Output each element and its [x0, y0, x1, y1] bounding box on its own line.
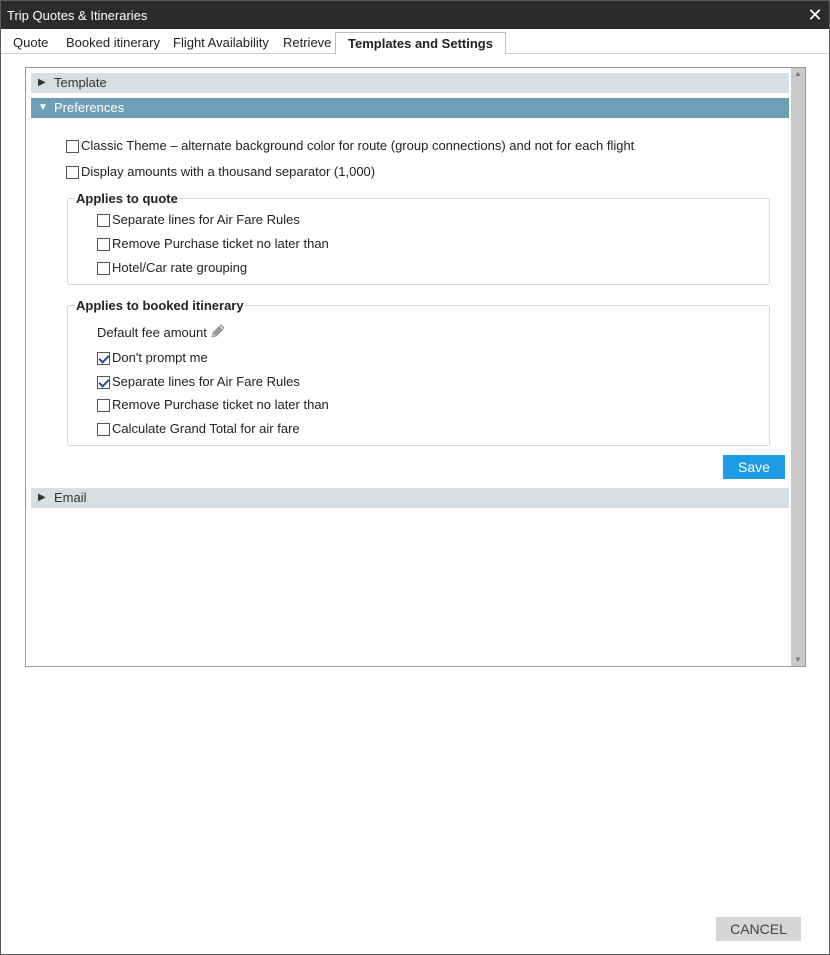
hotel-car-grouping-label: Hotel/Car rate grouping [112, 260, 248, 275]
cancel-button[interactable]: CANCEL [716, 917, 801, 941]
section-email-label: Email [54, 490, 87, 505]
booked-separate-lines-checkbox[interactable] [97, 376, 110, 389]
tab-quote[interactable]: Quote [13, 35, 49, 50]
section-template-header[interactable] [31, 73, 789, 93]
section-template-label: Template [54, 75, 107, 90]
triangle-down-icon: ▼ [38, 102, 48, 113]
save-button[interactable]: Save [723, 455, 785, 479]
classic-theme-checkbox[interactable] [66, 140, 79, 153]
quote-separate-lines-checkbox[interactable] [97, 214, 110, 227]
grand-total-label: Calculate Grand Total for air fare [112, 421, 300, 436]
classic-theme-label: Classic Theme – alternate background color for route (group connections) and not for each flight [81, 138, 635, 153]
hotel-car-grouping-checkbox[interactable] [97, 262, 110, 275]
vertical-scrollbar[interactable] [791, 68, 805, 666]
booked-remove-purchase-checkbox[interactable] [97, 399, 110, 412]
pencil-icon[interactable] [208, 321, 228, 341]
title-bar [1, 1, 829, 29]
scroll-down-icon[interactable]: ▼ [794, 655, 802, 664]
close-icon[interactable]: ✕ [807, 5, 823, 25]
settings-panel [25, 67, 806, 667]
dont-prompt-label: Don't prompt me [112, 350, 208, 365]
booked-remove-purchase-label: Remove Purchase ticket no later than [112, 397, 329, 412]
grand-total-checkbox[interactable] [97, 423, 110, 436]
window-title: Trip Quotes & Itineraries [7, 8, 148, 23]
tab-bar [1, 29, 829, 54]
applies-to-quote-title: Applies to quote [76, 191, 178, 206]
tab-retrieve[interactable]: Retrieve [283, 35, 332, 50]
quote-remove-purchase-checkbox[interactable] [97, 238, 110, 251]
section-email-header[interactable] [31, 488, 789, 508]
quote-remove-purchase-label: Remove Purchase ticket no later than [112, 236, 329, 251]
default-fee-label: Default fee amount [97, 325, 207, 340]
section-preferences-label: Preferences [54, 100, 125, 115]
triangle-right-icon: ▶ [38, 77, 46, 88]
section-preferences-header[interactable] [31, 98, 789, 118]
tab-booked-itinerary[interactable]: Booked itinerary [66, 35, 160, 50]
tab-templates-and-settings[interactable]: Templates and Settings [335, 32, 506, 54]
scroll-up-icon[interactable]: ▲ [794, 69, 802, 78]
dont-prompt-checkbox[interactable] [97, 352, 110, 365]
triangle-right-icon: ▶ [38, 492, 46, 503]
tab-flight-availability[interactable]: Flight Availability [173, 35, 269, 50]
thousand-separator-checkbox[interactable] [66, 166, 79, 179]
thousand-separator-label: Display amounts with a thousand separator (1,000) [81, 164, 376, 179]
quote-separate-lines-label: Separate lines for Air Fare Rules [112, 212, 300, 227]
applies-to-booked-title: Applies to booked itinerary [76, 298, 244, 313]
booked-separate-lines-label: Separate lines for Air Fare Rules [112, 374, 300, 389]
